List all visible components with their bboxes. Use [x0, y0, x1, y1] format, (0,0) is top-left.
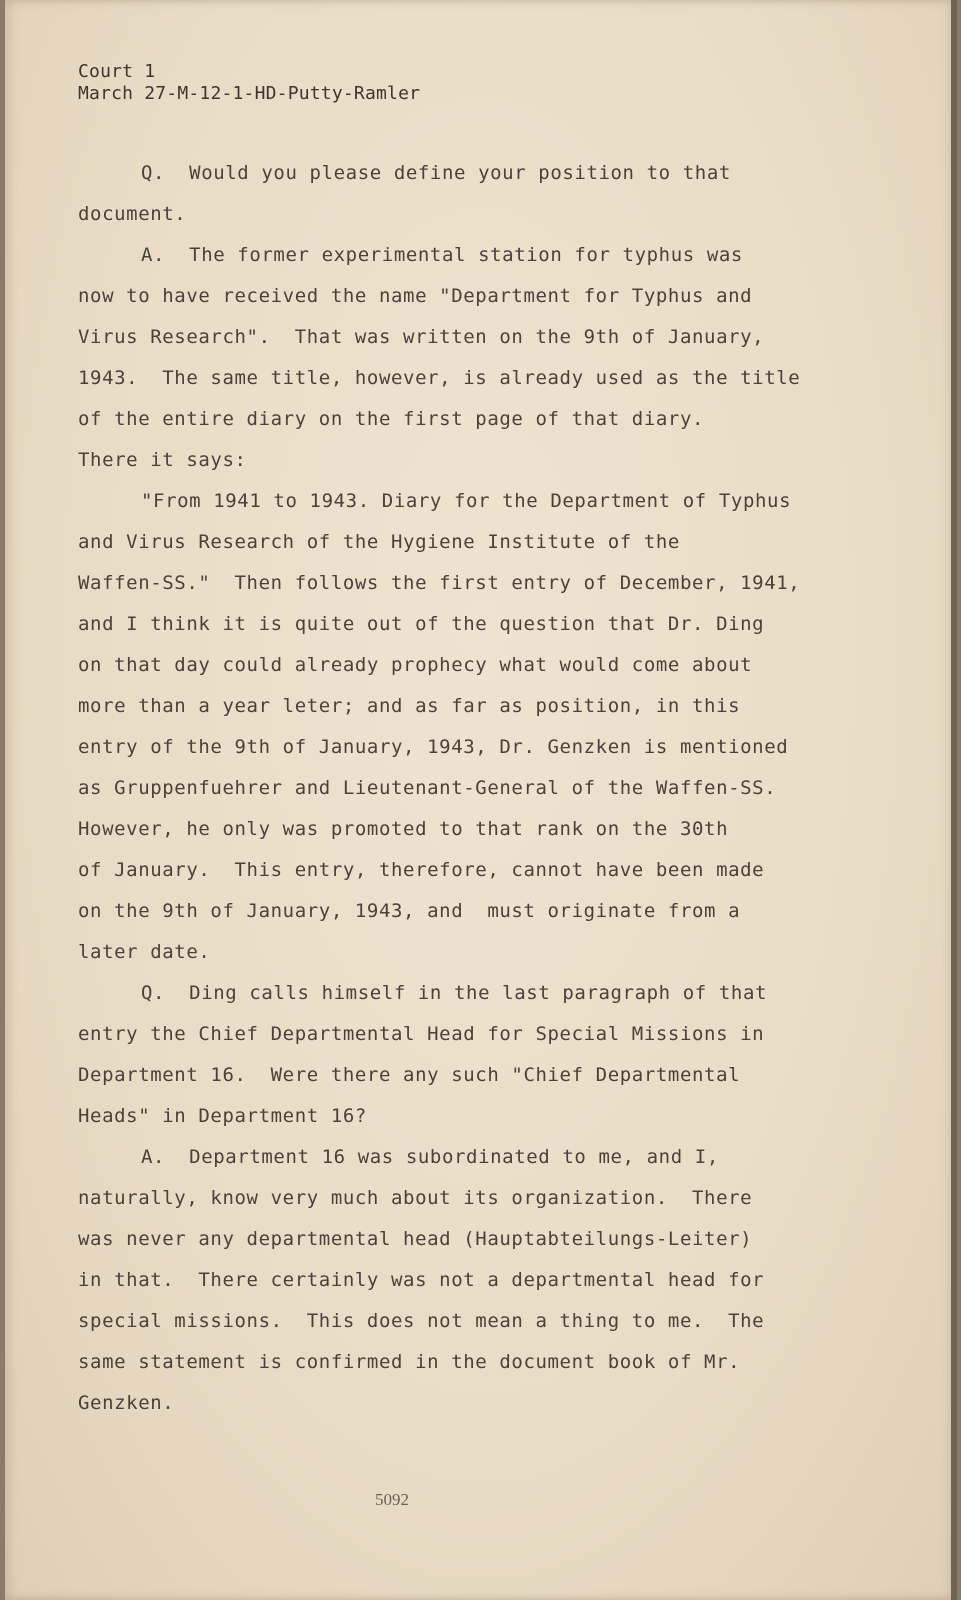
text-line: and I think it is quite out of the question that Dr. Ding — [78, 613, 765, 635]
text-line: A. Department 16 was subordinated to me, and I, — [141, 1146, 719, 1168]
text-line: naturally, know very much about its organization. There — [78, 1187, 753, 1209]
text-line: on that day could already prophecy what would come about — [78, 654, 753, 676]
text-line: of January. This entry, therefore, cannot have been made — [78, 859, 765, 881]
page-number: 5092 — [375, 1490, 409, 1509]
text-line: Q. Ding calls himself in the last paragraph of that — [141, 982, 768, 1004]
text-line: "From 1941 to 1943. Diary for the Department of Typhus — [141, 490, 792, 512]
text-line: Virus Research". That was written on the 9th of January, — [78, 326, 765, 348]
text-line: same statement is confirmed in the document book of Mr. — [78, 1351, 741, 1373]
text-line: in that. There certainly was not a departmental head for — [78, 1269, 765, 1291]
text-line: Waffen-SS." Then follows the first entry of December, 1941, — [78, 572, 801, 594]
text-line: and Virus Research of the Hygiene Institute of the — [78, 531, 680, 553]
text-line: document. — [78, 203, 187, 225]
text-line: more than a year leter; and as far as position, in this — [78, 695, 741, 717]
page-edge-shadow — [951, 0, 957, 1600]
text-line: now to have received the name "Department for Typhus and — [78, 285, 753, 307]
document-page — [5, 0, 957, 1600]
text-line: as Gruppenfuehrer and Lieutenant-General of the Waffen-SS. — [78, 777, 777, 799]
text-line: 1943. The same title, however, is already used as the title — [78, 367, 801, 389]
transcript-reference: March 27-M-12-1-HD-Putty-Ramler — [78, 83, 421, 104]
court-label: Court 1 — [78, 61, 156, 82]
text-line: entry of the 9th of January, 1943, Dr. Genzken is mentioned — [78, 736, 789, 758]
text-line: of the entire diary on the first page of that diary. — [78, 408, 705, 430]
text-line: Heads" in Department 16? — [78, 1105, 367, 1127]
text-line: entry the Chief Departmental Head for Special Missions in — [78, 1023, 765, 1045]
text-line: Department 16. Were there any such "Chief Departmental — [78, 1064, 741, 1086]
document-header — [78, 61, 420, 105]
text-line: Q. Would you please define your position to that — [141, 162, 731, 184]
text-line: Genzken. — [78, 1392, 175, 1414]
text-line: was never any departmental head (Hauptabteilungs-Leiter) — [78, 1228, 753, 1250]
text-line: special missions. This does not mean a thing to me. The — [78, 1310, 765, 1332]
text-line: However, he only was promoted to that rank on the 30th — [78, 818, 729, 840]
text-line: There it says: — [78, 449, 247, 471]
text-line: A. The former experimental station for typhus was — [141, 244, 743, 266]
text-line: on the 9th of January, 1943, and must originate from a — [78, 900, 741, 922]
text-line: later date. — [78, 941, 211, 963]
